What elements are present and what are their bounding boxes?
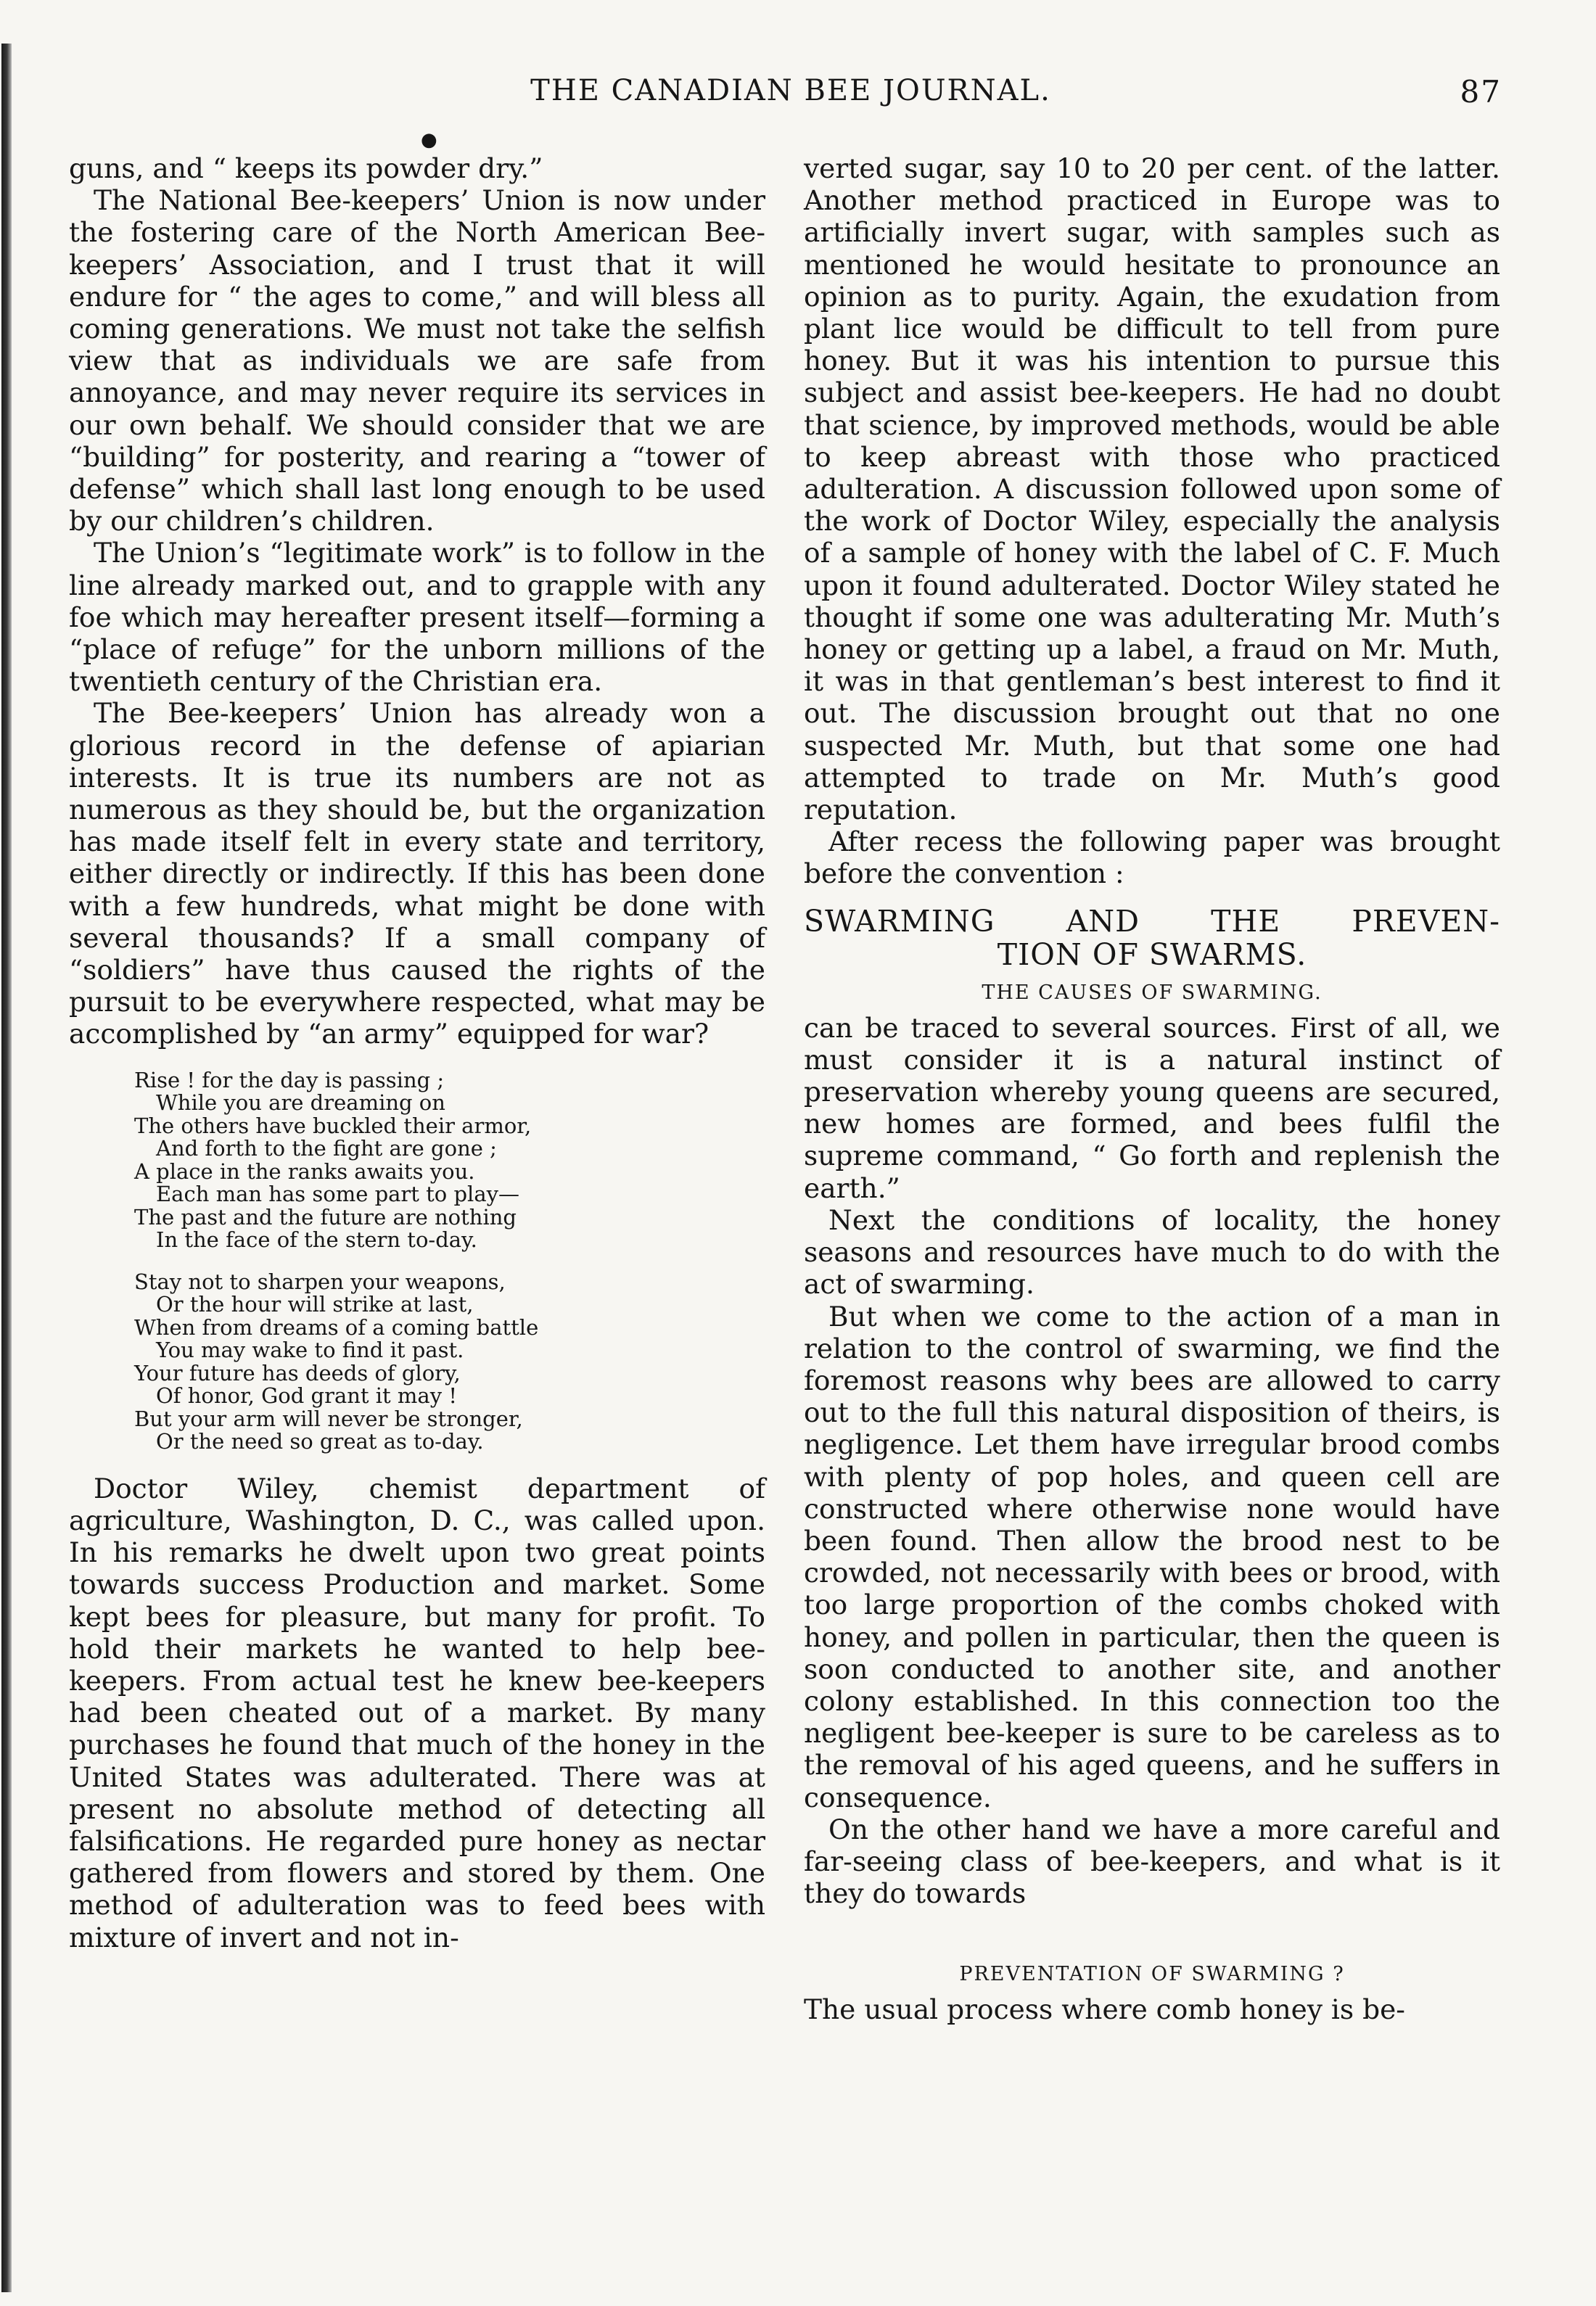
poem-line: Rise ! for the day is passing ; <box>134 1067 445 1092</box>
subheading: THE CAUSES OF SWARMING. <box>982 981 1323 1004</box>
poem-line: While you are dreaming on <box>156 1090 445 1116</box>
paragraph: The Union’s “legitimate work” is to follow in the line already marked out, and to grapple with any foe which may hereafter present itself—forming a “place of refuge” for the unborn millions of the twentieth century of the Christian era. <box>69 537 765 698</box>
paragraph: guns, and “ keeps its powder dry.” <box>69 152 543 184</box>
poem <box>69 1069 765 1454</box>
section-title-line: SWARMING AND THE PREVEN- <box>804 903 1500 939</box>
paragraph: The Bee-keepers’ Union has already won a glorious record in the defense of apiarian interests. It is true its numbers are not as numerous as they should be, but the organization has made itself felt in every state and territory, either directly or indirectly. If this has been done with a few hundreds, what might be done with several thousands? If a small company of “soldiers” have thus caused the rights of the pursuit to be everywhere respected, what may be accomplished by “an army” equipped for war? <box>69 697 765 1050</box>
poem-line: When from dreams of a coming battle <box>134 1314 539 1340</box>
poem-line: Each man has some part to play— <box>156 1182 520 1207</box>
poem-line: The others have buckled their armor, <box>134 1113 532 1138</box>
running-header <box>65 74 1516 118</box>
poem-line: A place in the ranks awaits you. <box>134 1158 475 1184</box>
right-column <box>804 152 1500 2026</box>
paragraph: But when we come to the action of a man in relation to the control of swarming, we find the foremost reasons why bees are allowed to carry out to the full this natural disposition of theirs, is negligence. Let them have irregular brood combs with plenty of pop holes, and queen cell are constructed where otherwise none would have been found. Then allow the brood nest to be crowded, not necessarily with bees or brood, with too large proportion of the combs choked with honey, and pollen in particular, then the queen is soon conducted to another site, and another colony established. In this connection too the negligent bee-keeper is sure to be careless as to the removal of his aged queens, and he suffers in consequence. <box>804 1300 1500 1813</box>
poem-line: Or the need so great as to-day. <box>156 1429 484 1454</box>
poem-line: Stay not to sharpen your weapons, <box>134 1269 506 1294</box>
poem-stanza <box>134 1271 765 1454</box>
poem-line: And forth to the fight are gone ; <box>156 1136 497 1161</box>
paragraph: The National Bee-keepers’ Union is now under the fostering care of the North American Bee-keepers’ Association, and I trust that it will endure for “ the ages to come,” and will bless all coming generations. We must not take the selfish view that as individuals we are safe from annoyance, and may never require its services in our own behalf. We should consider that we are “building” for posterity, and rearing a “tower of defense” which shall last long enough to be used by our children’s children. <box>69 184 765 538</box>
section-title <box>804 905 1500 971</box>
poem-line: The past and the future are nothing <box>134 1204 517 1230</box>
poem-line: Of honor, God grant it may ! <box>156 1383 457 1409</box>
subheading: PREVENTATION OF SWARMING ? <box>959 1963 1345 1986</box>
poem-line: But your arm will never be stronger, <box>134 1406 523 1431</box>
paragraph: can be traced to several sources. First of all, we must consider it is a natural instinct of preservation whereby young queens are secured, new homes are formed, and bees fulfil the supreme command, “ Go forth and replenish the earth.” <box>804 1011 1500 1204</box>
book-spine-shadow <box>1 44 12 2292</box>
section-title-line: TION OF SWARMS. <box>997 936 1307 972</box>
journal-title: THE CANADIAN BEE JOURNAL. <box>530 74 1051 107</box>
paragraph: The usual process where comb honey is be- <box>804 1993 1405 2026</box>
paragraph: On the other hand we have a more careful and far-seeing class of bee-keepers, and what is it they do towards <box>804 1813 1500 1910</box>
paragraph: Doctor Wiley, chemist department of agriculture, Washington, D. C., was called upon. In his remarks he dwelt upon two great points towards success Production and market. Some kept bees for pleasure, but many for profit. To hold their markets he wanted to help bee-keepers. From actual test he knew bee-keepers had been cheated out of a market. By many purchases he found that much of the honey in the United States was adulterated. There was at present no absolute method of detecting all falsifications. He regarded pure honey as nectar gathered from flowers and stored by them. One method of adulteration was to feed bees with mixture of invert and not in- <box>69 1472 765 1953</box>
poem-line: You may wake to find it past. <box>156 1338 464 1363</box>
paragraph: Next the conditions of locality, the honey seasons and resources have much to do with the act of swarming. <box>804 1203 1500 1301</box>
left-column <box>69 152 765 1953</box>
poem-line: In the face of the stern to-day. <box>156 1227 477 1253</box>
paragraph: After recess the following paper was brought before the convention : <box>804 825 1500 890</box>
paragraph: verted sugar, say 10 to 20 per cent. of the latter. Another method practiced in Europe was to artificially invert sugar, with samples such as mentioned he would hesitate to pronounce an opinion as to purity. Again, the exudation from plant lice would be difficult to tell from pure honey. But it was his intention to pursue this subject and assist bee-keepers. He had no doubt that science, by improved methods, would be able to keep abreast with those who practiced adulteration. A discussion followed upon some of the work of Doctor Wiley, especially the analysis of a sample of honey with the label of C. F. Much upon it found adulterated. Doctor Wiley stated he thought if some one was adulterating Mr. Muth’s honey or getting up a label, a fraud on Mr. Muth, it was in that gentleman’s best interest to find it out. The discussion brought out that no one suspected Mr. Muth, but that some one had attempted to trade on Mr. Muth’s good reputation. <box>804 152 1500 826</box>
poem-line: Or the hour will strike at last, <box>156 1292 474 1317</box>
poem-stanza <box>134 1069 765 1252</box>
poem-line: Your future has deeds of glory, <box>134 1360 461 1385</box>
bullet-mark: ● <box>421 129 437 151</box>
page-number: 87 <box>1460 74 1502 110</box>
